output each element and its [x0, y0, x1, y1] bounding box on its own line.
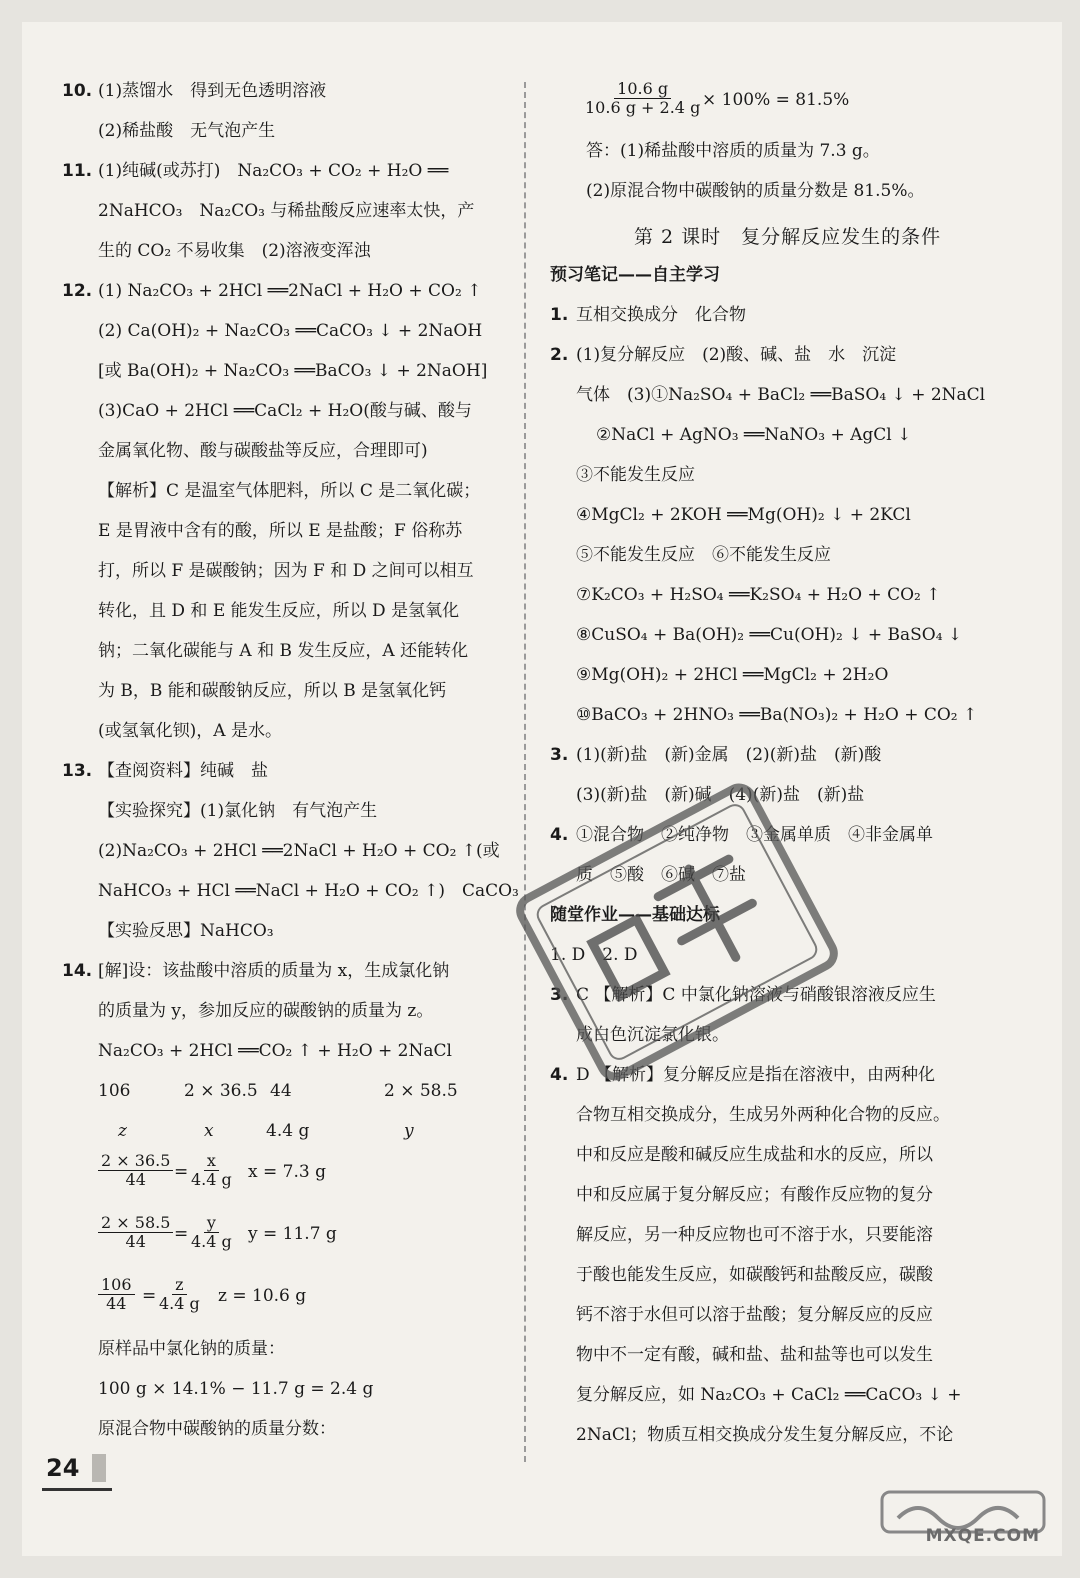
lesson-title: 第 2 课时 复分解反应发生的条件	[634, 226, 942, 248]
answer-line: (1)纯碱(或苏打) Na₂CO₃ + CO₂ + H₂O ══	[98, 161, 449, 181]
answer-line: 互相交换成分 化合物	[576, 305, 746, 325]
fraction	[98, 1276, 135, 1313]
answer-line: 中和反应属于复分解反应；有酸作反应物的复分	[576, 1185, 933, 1205]
answer-line: (2)Na₂CO₃ + 2HCl ══2NaCl + H₂O + CO₂ ↑(或	[98, 841, 500, 861]
ratio-cell: 44	[270, 1081, 292, 1101]
question-number: 3.	[550, 745, 569, 765]
fraction	[188, 1152, 235, 1189]
question-number: 11.	[62, 161, 93, 181]
denominator: 4.4 g	[191, 1232, 232, 1251]
answer-line: 金属氧化物、酸与碳酸盐等反应，合理即可)	[98, 441, 428, 461]
ratio-cell: 4.4 g	[266, 1121, 310, 1141]
fraction-result: z = 10.6 g	[218, 1286, 307, 1306]
question-number: 4.	[550, 825, 569, 845]
answer-line: (2) Ca(OH)₂ + Na₂CO₃ ══CaCO₃ ↓ + 2NaOH	[98, 321, 483, 341]
answer-line: (2)稀盐酸 无气泡产生	[98, 121, 276, 141]
answer-line: 物中不一定有酸，碱和盐、盐和盐等也可以发生	[576, 1345, 933, 1365]
fraction	[98, 1152, 173, 1189]
denominator: 10.6 g + 2.4 g	[585, 98, 701, 117]
fraction-result: y = 11.7 g	[248, 1224, 337, 1244]
answer-line: ①混合物 ②纯净物 ③金属单质 ④非金属单	[576, 825, 933, 845]
fraction	[156, 1276, 203, 1313]
answer-line: 【实验反思】NaHCO₃	[98, 921, 274, 941]
answer-line: D 【解析】复分解反应是指在溶液中，由两种化	[576, 1065, 936, 1085]
numerator: x	[204, 1152, 219, 1171]
equals-sign: =	[174, 1162, 189, 1182]
answer-line: 打，所以 F 是碳酸钠；因为 F 和 D 之间可以相互	[98, 561, 474, 581]
answer-page	[22, 22, 1062, 1556]
answer-line: 合物互相交换成分，生成另外两种化合物的反应。	[576, 1105, 950, 1125]
numerator: y	[204, 1214, 219, 1233]
answer-line: 2NaHCO₃ Na₂CO₃ 与稀盐酸反应速率太快，产	[98, 201, 475, 221]
answer-line: 成白色沉淀氯化银。	[576, 1025, 729, 1045]
answer-line: 【解析】C 是温室气体肥料，所以 C 是二氧化碳；	[98, 481, 481, 501]
question-number: 14.	[62, 961, 93, 981]
answer-line: ⑧CuSO₄ + Ba(OH)₂ ══Cu(OH)₂ ↓ + BaSO₄ ↓	[576, 625, 963, 645]
section-title: 预习笔记——自主学习	[550, 265, 720, 285]
answer-line: ⑩BaCO₃ + 2HNO₃ ══Ba(NO₃)₂ + H₂O + CO₂ ↑	[576, 705, 978, 725]
page-number-tab	[92, 1454, 106, 1482]
ratio-cell: 106	[98, 1081, 131, 1101]
denominator: 44	[125, 1232, 146, 1251]
answer-line: [解]设：该盐酸中溶质的质量为 x，生成氯化钠	[98, 961, 450, 981]
stamp-watermark	[488, 756, 866, 1109]
fraction	[188, 1214, 235, 1251]
answer-line: 100 g × 14.1% − 11.7 g = 2.4 g	[98, 1379, 374, 1399]
section-title: 随堂作业——基础达标	[550, 905, 720, 925]
numerator: 106	[98, 1276, 135, 1295]
answer-line: [或 Ba(OH)₂ + Na₂CO₃ ══BaCO₃ ↓ + 2NaOH]	[98, 361, 488, 381]
ratio-cell: 2 × 58.5	[384, 1081, 458, 1101]
answer-line: 的质量为 y，参加反应的碳酸钠的质量为 z。	[98, 1001, 434, 1021]
answer-line: ⑤不能发生反应 ⑥不能发生反应	[576, 545, 831, 565]
answer-line: 为 B，B 能和碳酸钠反应，所以 B 是氢氧化钙	[98, 681, 447, 701]
answer-line: (1)(新)盐 (新)金属 (2)(新)盐 (新)酸	[576, 745, 882, 765]
question-number: 3.	[550, 985, 569, 1005]
answer-line: 原混合物中碳酸钠的质量分数：	[98, 1419, 336, 1439]
answer-line: 【实验探究】(1)氯化钠 有气泡产生	[98, 801, 378, 821]
answer-line: (3)(新)盐 (新)碱 (4)(新)盐 (新)盐	[576, 785, 865, 805]
question-number: 10.	[62, 81, 93, 101]
question-number: 12.	[62, 281, 93, 301]
answer-line: 钙不溶于水但可以溶于盐酸；复分解反应的反应	[576, 1305, 933, 1325]
answer-line: NaHCO₃ + HCl ══NaCl + H₂O + CO₂ ↑) CaCO₃	[98, 881, 519, 901]
answer-line: ②NaCl + AgNO₃ ══NaNO₃ + AgCl ↓	[596, 425, 912, 445]
answer-line: 质 ⑤酸 ⑥碱 ⑦盐	[576, 865, 746, 885]
numerator: 2 × 58.5	[98, 1214, 173, 1233]
denominator: 44	[106, 1294, 127, 1313]
equation-line: Na₂CO₃ + 2HCl ══CO₂ ↑ + H₂O + 2NaCl	[98, 1041, 452, 1061]
ratio-cell: 2 × 36.5	[184, 1081, 258, 1101]
answer-line: 1. D 2. D	[550, 945, 638, 965]
answer-line: ④MgCl₂ + 2KOH ══Mg(OH)₂ ↓ + 2KCl	[576, 505, 911, 525]
answer-line: (1)复分解反应 (2)酸、碱、盐 水 沉淀	[576, 345, 897, 365]
answer-line: 2NaCl；物质互相交换成分发生复分解反应，不论	[576, 1425, 954, 1445]
fraction	[98, 1214, 173, 1251]
question-number: 1.	[550, 305, 569, 325]
equals-sign: =	[174, 1224, 189, 1244]
site-watermark-text: MXQE.COM	[925, 1526, 1040, 1546]
denominator: 44	[125, 1170, 146, 1189]
fraction	[582, 80, 703, 117]
numerator: 10.6 g	[614, 80, 671, 99]
answer-line: 生的 CO₂ 不易收集 (2)溶液变浑浊	[98, 241, 371, 261]
answer-line: 转化，且 D 和 E 能发生反应，所以 D 是氢氧化	[98, 601, 460, 621]
answer-line: (1)蒸馏水 得到无色透明溶液	[98, 81, 327, 101]
answer-line: 原样品中氯化钠的质量：	[98, 1339, 285, 1359]
answer-line: 中和反应是酸和碱反应生成盐和水的反应，所以	[576, 1145, 933, 1165]
ratio-cell: y	[404, 1121, 414, 1141]
answer-line: 于酸也能发生反应，如碳酸钙和盐酸反应，碳酸	[576, 1265, 933, 1285]
question-number: 4.	[550, 1065, 569, 1085]
bottom-rule	[42, 1488, 112, 1491]
answer-line: (或氢氧化钡)，A 是水。	[98, 721, 282, 741]
question-number: 13.	[62, 761, 93, 781]
answer-line: ⑨Mg(OH)₂ + 2HCl ══MgCl₂ + 2H₂O	[576, 665, 889, 685]
column-divider	[524, 82, 526, 1462]
answer-line: (2)原混合物中碳酸钠的质量分数是 81.5%。	[586, 181, 925, 201]
numerator: z	[172, 1276, 186, 1295]
question-number: 2.	[550, 345, 569, 365]
fraction-result: x = 7.3 g	[248, 1162, 326, 1182]
ratio-cell: z	[118, 1121, 127, 1141]
equals-sign: =	[142, 1286, 157, 1306]
answer-line: 解反应，另一种反应物也可不溶于水，只要能溶	[576, 1225, 933, 1245]
denominator: 4.4 g	[191, 1170, 232, 1189]
denominator: 4.4 g	[159, 1294, 200, 1313]
answer-line: ③不能发生反应	[576, 465, 695, 485]
numerator: 2 × 36.5	[98, 1152, 173, 1171]
answer-line: 复分解反应，如 Na₂CO₃ + CaCl₂ ══CaCO₃ ↓ +	[576, 1385, 962, 1405]
answer-line: E 是胃液中含有的酸，所以 E 是盐酸；F 俗称苏	[98, 521, 463, 541]
answer-line: (1) Na₂CO₃ + 2HCl ══2NaCl + H₂O + CO₂ ↑	[98, 281, 482, 301]
answer-line: 气体 (3)①Na₂SO₄ + BaCl₂ ══BaSO₄ ↓ + 2NaCl	[576, 385, 986, 405]
answer-line: 【查阅资料】纯碱 盐	[98, 761, 268, 781]
answer-line: (3)CaO + 2HCl ══CaCl₂ + H₂O(酸与碱、酸与	[98, 401, 472, 421]
answer-line: C 【解析】C 中氯化钠溶液与硝酸银溶液反应生	[576, 985, 936, 1005]
page-number: 24	[46, 1454, 80, 1482]
answer-line: 钠；二氧化碳能与 A 和 B 发生反应，A 还能转化	[98, 641, 469, 661]
answer-line: ⑦K₂CO₃ + H₂SO₄ ══K₂SO₄ + H₂O + CO₂ ↑	[576, 585, 941, 605]
ratio-cell: x	[204, 1121, 214, 1141]
fraction-result: × 100% = 81.5%	[702, 90, 850, 110]
answer-line: 答：(1)稀盐酸中溶质的质量为 7.3 g。	[586, 141, 880, 161]
